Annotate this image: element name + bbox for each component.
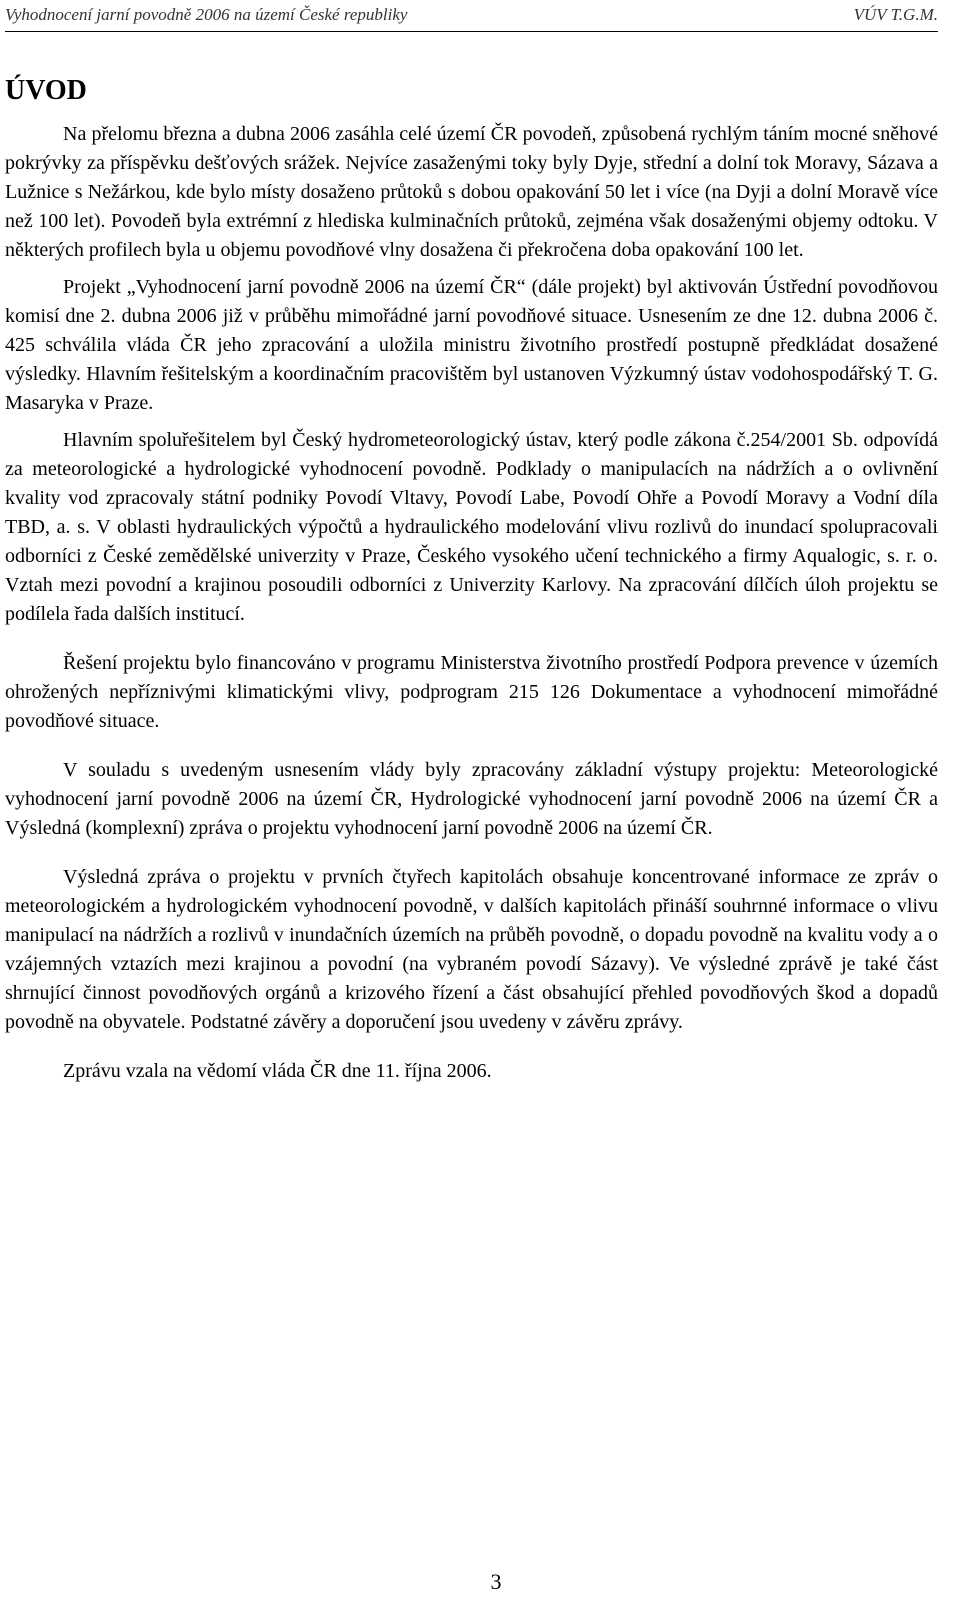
document-body	[5, 120, 938, 1086]
section-heading: ÚVOD	[5, 75, 87, 106]
page-number: 3	[490, 1569, 502, 1594]
running-header	[5, 3, 938, 32]
paragraph-intro: Na přelomu března a dubna 2006 zasáhla celé území ČR povodeň, způsobená rychlým táním mocné sněhové pokrývky za příspěvku dešťových srážek. Nejvíce zasaženými toky byly Dyje, střední a dolní tok Moravy, Sázava a Lužnice s Nežárkou, kde bylo místy dosaženo průtoků s dobou opakování 50 let i více (na Dyji a dolní Moravě více než 100 let). Povodeň byla extrémní z hlediska kulminačních průtoků, zejména však dosaženými objemy odtoku. V některých profilech byla u objemu povodňové vlny dosažena či překročena doba opakování 100 let.	[5, 123, 938, 261]
paragraph-outputs: V souladu s uvedeným usnesením vlády byly zpracovány základní výstupy projektu: Meteorologické vyhodnocení jarní povodně 2006 na území ČR, Hydrologické vyhodnocení jarní povodně 2006 na území ČR a Výsledná (komplexní) zpráva o projektu vyhodnocení jarní povodně 2006 na území ČR.	[5, 759, 938, 839]
paragraph-government: Zprávu vzala na vědomí vláda ČR dne 11. října 2006.	[63, 1060, 492, 1082]
paragraph-funding: Řešení projektu bylo financováno v programu Ministerstva životního prostředí Podpora prevence v územích ohrožených nepříznivými klimatickými vlivy, podprogram 215 126 Dokumentace a vyhodnocení mimořádné povodňové situace.	[5, 652, 938, 732]
paragraph-project: Projekt „Vyhodnocení jarní povodně 2006 na území ČR“ (dále projekt) byl aktivován Ústřední povodňovou komisí dne 2. dubna 2006 již v průběhu mimořádné jarní povodňové situace. Usnesením ze dne 12. dubna 2006 č. 425 schválila vláda ČR jeho zpracování a uložila ministru životního prostředí postupně předkládat dosažené výsledky. Hlavním řešitelským a koordinačním pracovištěm byl ustanoven Výzkumný ústav vodohospodářský T. G. Masaryka v Praze.	[5, 276, 938, 414]
header-document-title: Vyhodnocení jarní povodně 2006 na území České republiky	[5, 5, 408, 24]
paragraph-co-investigators: Hlavním spoluřešitelem byl Český hydrometeorologický ústav, který podle zákona č.254/2001 Sb. odpovídá za meteorologické a hydrologické vyhodnocení povodně. Podklady o manipulacích na nádržích a o ovlivnění kvality vod zpracovaly státní podniky Povodí Vltavy, Povodí Labe, Povodí Ohře a Povodí Moravy a Vodní díla TBD, a. s. V oblasti hydraulických výpočtů a hydraulického modelování vlivu rozlivů do inundací spolupracovali odborníci z České zemědělské univerzity v Praze, Českého vysokého učení technického a firmy Aqualogic, s. r. o. Vztah mezi povodní a krajinou posoudili odborníci z Univerzity Karlovy. Na zpracování dílčích úloh projektu se podílela řada dalších institucí.	[5, 429, 938, 625]
paragraph-final-report: Výsledná zpráva o projektu v prvních čtyřech kapitolách obsahuje koncentrované informace ze zpráv o meteorologickém a hydrologickém vyhodnocení povodně, v dalších kapitolách přináší souhrnné informace o vlivu manipulací na nádržích a rozlivů v inundačních územích na průběh povodně, o dopadu povodně na kvalitu vody a o vzájemných vztazích mezi krajinou a povodní (na vybraném povodí Sázavy). Ve výsledné zprávě je také část shrnující činnost povodňových orgánů a krizového řízení a část obsahující přehled povodňových škod a dopadů povodně na obyvatele. Podstatné závěry a doporučení jsou uvedeny v závěru zprávy.	[5, 866, 938, 1033]
header-institute: VÚV T.G.M.	[853, 5, 938, 24]
